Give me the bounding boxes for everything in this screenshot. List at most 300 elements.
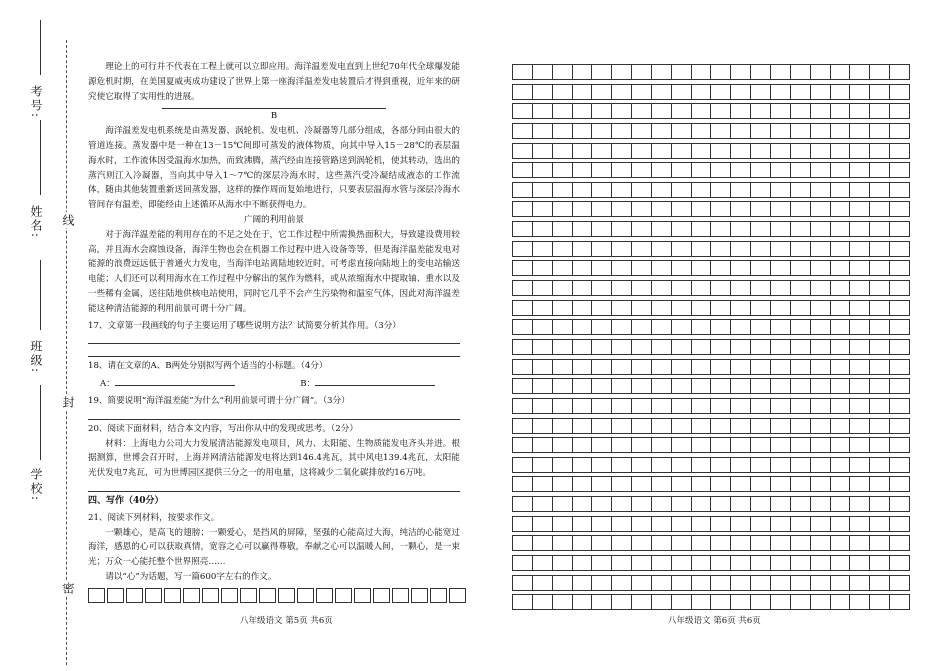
grid-cell[interactable] xyxy=(573,556,593,570)
grid-cell[interactable] xyxy=(553,458,573,472)
grid-cell[interactable] xyxy=(278,588,295,603)
grid-cell[interactable] xyxy=(652,477,672,491)
grid-cell[interactable] xyxy=(513,222,533,236)
grid-cell[interactable] xyxy=(632,202,652,216)
grid-cell[interactable] xyxy=(751,497,771,511)
grid-cell[interactable] xyxy=(692,281,712,295)
grid-cell[interactable] xyxy=(890,144,909,158)
grid-cell[interactable] xyxy=(573,104,593,118)
grid-cell[interactable] xyxy=(553,261,573,275)
grid-cell[interactable] xyxy=(890,360,909,374)
grid-cell[interactable] xyxy=(870,261,890,275)
grid-cell[interactable] xyxy=(771,281,791,295)
grid-cell[interactable] xyxy=(811,183,831,197)
grid-cell[interactable] xyxy=(533,242,553,256)
grid-cell[interactable] xyxy=(811,340,831,354)
grid-cell[interactable] xyxy=(612,536,632,550)
grid-cell[interactable] xyxy=(831,202,851,216)
grid-cell[interactable] xyxy=(731,163,751,177)
grid-cell[interactable] xyxy=(573,438,593,452)
grid-cell[interactable] xyxy=(811,438,831,452)
grid-cell[interactable] xyxy=(573,202,593,216)
grid-cell[interactable] xyxy=(831,320,851,334)
grid-cell[interactable] xyxy=(533,261,553,275)
grid-cell[interactable] xyxy=(672,438,692,452)
grid-cell[interactable] xyxy=(731,595,751,609)
grid-cell[interactable] xyxy=(592,301,612,315)
grid-cell[interactable] xyxy=(831,144,851,158)
grid-cell[interactable] xyxy=(513,281,533,295)
grid-cell[interactable] xyxy=(890,85,909,99)
grid-cell[interactable] xyxy=(632,340,652,354)
grid-cell[interactable] xyxy=(573,340,593,354)
grid-cell[interactable] xyxy=(573,419,593,433)
grid-cell[interactable] xyxy=(771,458,791,472)
grid-cell[interactable] xyxy=(632,124,652,138)
grid-cell[interactable] xyxy=(533,124,553,138)
grid-cell[interactable] xyxy=(731,419,751,433)
grid-cell[interactable] xyxy=(751,104,771,118)
grid-cell[interactable] xyxy=(533,595,553,609)
grid-cell[interactable] xyxy=(513,517,533,531)
grid-cell[interactable] xyxy=(632,183,652,197)
grid-cell[interactable] xyxy=(533,536,553,550)
grid-cell[interactable] xyxy=(632,477,652,491)
grid-cell[interactable] xyxy=(354,588,371,603)
grid-cell[interactable] xyxy=(791,595,811,609)
grid-cell[interactable] xyxy=(652,399,672,413)
grid-cell[interactable] xyxy=(870,320,890,334)
grid-cell[interactable] xyxy=(592,124,612,138)
grid-cell[interactable] xyxy=(751,320,771,334)
grid-cell[interactable] xyxy=(870,144,890,158)
grid-cell[interactable] xyxy=(513,65,533,79)
grid-cell[interactable] xyxy=(612,576,632,590)
grid-cell[interactable] xyxy=(711,576,731,590)
grid-cell[interactable] xyxy=(592,477,612,491)
grid-cell[interactable] xyxy=(592,183,612,197)
grid-cell[interactable] xyxy=(692,595,712,609)
grid-cell[interactable] xyxy=(573,320,593,334)
grid-cell[interactable] xyxy=(632,458,652,472)
essay-start-grid[interactable] xyxy=(88,588,468,603)
grid-cell[interactable] xyxy=(890,477,909,491)
grid-cell[interactable] xyxy=(632,497,652,511)
grid-cell[interactable] xyxy=(831,458,851,472)
grid-cell[interactable] xyxy=(672,360,692,374)
grid-cell[interactable] xyxy=(632,301,652,315)
grid-cell[interactable] xyxy=(692,65,712,79)
grid-cell[interactable] xyxy=(145,588,162,603)
grid-cell[interactable] xyxy=(811,497,831,511)
grid-cell[interactable] xyxy=(692,360,712,374)
grid-cell[interactable] xyxy=(240,588,257,603)
grid-cell[interactable] xyxy=(791,124,811,138)
grid-cell[interactable] xyxy=(850,536,870,550)
grid-cell[interactable] xyxy=(751,419,771,433)
grid-cell[interactable] xyxy=(791,261,811,275)
grid-cell[interactable] xyxy=(791,144,811,158)
grid-cell[interactable] xyxy=(632,281,652,295)
grid-cell[interactable] xyxy=(533,419,553,433)
grid-cell[interactable] xyxy=(513,163,533,177)
grid-cell[interactable] xyxy=(870,360,890,374)
grid-cell[interactable] xyxy=(831,517,851,531)
grid-cell[interactable] xyxy=(592,458,612,472)
grid-cell[interactable] xyxy=(553,183,573,197)
grid-cell[interactable] xyxy=(573,360,593,374)
grid-cell[interactable] xyxy=(791,419,811,433)
grid-cell[interactable] xyxy=(513,340,533,354)
grid-cell[interactable] xyxy=(553,419,573,433)
grid-cell[interactable] xyxy=(850,261,870,275)
answer-line[interactable] xyxy=(88,346,460,357)
grid-cell[interactable] xyxy=(711,399,731,413)
grid-cell[interactable] xyxy=(202,588,219,603)
grid-cell[interactable] xyxy=(513,202,533,216)
grid-cell[interactable] xyxy=(592,419,612,433)
grid-cell[interactable] xyxy=(831,242,851,256)
grid-cell[interactable] xyxy=(811,360,831,374)
grid-cell[interactable] xyxy=(890,595,909,609)
grid-cell[interactable] xyxy=(652,497,672,511)
grid-cell[interactable] xyxy=(870,281,890,295)
grid-cell[interactable] xyxy=(573,517,593,531)
grid-cell[interactable] xyxy=(870,556,890,570)
grid-cell[interactable] xyxy=(731,222,751,236)
grid-cell[interactable] xyxy=(811,222,831,236)
grid-cell[interactable] xyxy=(573,477,593,491)
grid-cell[interactable] xyxy=(533,320,553,334)
grid-cell[interactable] xyxy=(791,536,811,550)
grid-cell[interactable] xyxy=(731,536,751,550)
grid-cell[interactable] xyxy=(870,340,890,354)
grid-cell[interactable] xyxy=(652,419,672,433)
grid-cell[interactable] xyxy=(612,163,632,177)
grid-cell[interactable] xyxy=(751,556,771,570)
grid-cell[interactable] xyxy=(771,340,791,354)
grid-cell[interactable] xyxy=(850,340,870,354)
grid-cell[interactable] xyxy=(791,183,811,197)
grid-cell[interactable] xyxy=(632,144,652,158)
grid-cell[interactable] xyxy=(890,281,909,295)
grid-cell[interactable] xyxy=(850,124,870,138)
grid-cell[interactable] xyxy=(553,497,573,511)
grid-cell[interactable] xyxy=(771,183,791,197)
grid-cell[interactable] xyxy=(632,595,652,609)
grid-cell[interactable] xyxy=(751,144,771,158)
grid-cell[interactable] xyxy=(652,556,672,570)
grid-cell[interactable] xyxy=(592,576,612,590)
grid-cell[interactable] xyxy=(711,556,731,570)
grid-cell[interactable] xyxy=(811,144,831,158)
grid-cell[interactable] xyxy=(692,124,712,138)
grid-cell[interactable] xyxy=(811,261,831,275)
grid-cell[interactable] xyxy=(652,261,672,275)
grid-cell[interactable] xyxy=(513,595,533,609)
grid-cell[interactable] xyxy=(183,588,200,603)
grid-cell[interactable] xyxy=(592,595,612,609)
grid-cell[interactable] xyxy=(513,556,533,570)
grid-cell[interactable] xyxy=(771,556,791,570)
grid-cell[interactable] xyxy=(533,104,553,118)
grid-cell[interactable] xyxy=(692,320,712,334)
grid-cell[interactable] xyxy=(711,85,731,99)
grid-cell[interactable] xyxy=(612,595,632,609)
grid-cell[interactable] xyxy=(652,183,672,197)
grid-cell[interactable] xyxy=(513,261,533,275)
grid-cell[interactable] xyxy=(771,497,791,511)
grid-cell[interactable] xyxy=(632,85,652,99)
grid-cell[interactable] xyxy=(573,301,593,315)
grid-cell[interactable] xyxy=(711,320,731,334)
grid-cell[interactable] xyxy=(592,163,612,177)
grid-cell[interactable] xyxy=(890,124,909,138)
grid-cell[interactable] xyxy=(751,517,771,531)
grid-cell[interactable] xyxy=(533,163,553,177)
grid-cell[interactable] xyxy=(831,163,851,177)
grid-cell[interactable] xyxy=(632,438,652,452)
grid-cell[interactable] xyxy=(711,163,731,177)
grid-cell[interactable] xyxy=(870,301,890,315)
grid-cell[interactable] xyxy=(553,301,573,315)
grid-cell[interactable] xyxy=(553,124,573,138)
grid-cell[interactable] xyxy=(652,85,672,99)
grid-cell[interactable] xyxy=(592,261,612,275)
grid-cell[interactable] xyxy=(513,183,533,197)
grid-cell[interactable] xyxy=(533,517,553,531)
grid-cell[interactable] xyxy=(711,438,731,452)
grid-cell[interactable] xyxy=(771,202,791,216)
grid-cell[interactable] xyxy=(771,438,791,452)
grid-cell[interactable] xyxy=(771,222,791,236)
grid-cell[interactable] xyxy=(831,576,851,590)
grid-cell[interactable] xyxy=(831,124,851,138)
grid-cell[interactable] xyxy=(731,65,751,79)
grid-cell[interactable] xyxy=(533,222,553,236)
grid-cell[interactable] xyxy=(513,399,533,413)
grid-cell[interactable] xyxy=(831,222,851,236)
grid-cell[interactable] xyxy=(870,399,890,413)
grid-cell[interactable] xyxy=(632,379,652,393)
grid-cell[interactable] xyxy=(652,202,672,216)
grid-cell[interactable] xyxy=(672,576,692,590)
grid-cell[interactable] xyxy=(612,222,632,236)
grid-cell[interactable] xyxy=(692,379,712,393)
grid-cell[interactable] xyxy=(513,458,533,472)
grid-cell[interactable] xyxy=(890,163,909,177)
grid-cell[interactable] xyxy=(513,242,533,256)
grid-cell[interactable] xyxy=(612,556,632,570)
grid-cell[interactable] xyxy=(811,556,831,570)
grid-cell[interactable] xyxy=(751,183,771,197)
grid-cell[interactable] xyxy=(791,163,811,177)
grid-cell[interactable] xyxy=(573,536,593,550)
grid-cell[interactable] xyxy=(692,104,712,118)
grid-cell[interactable] xyxy=(373,588,390,603)
grid-cell[interactable] xyxy=(592,85,612,99)
grid-cell[interactable] xyxy=(553,65,573,79)
grid-cell[interactable] xyxy=(791,576,811,590)
grid-cell[interactable] xyxy=(731,497,751,511)
grid-cell[interactable] xyxy=(652,360,672,374)
grid-cell[interactable] xyxy=(126,588,143,603)
grid-cell[interactable] xyxy=(430,588,447,603)
grid-cell[interactable] xyxy=(831,65,851,79)
grid-cell[interactable] xyxy=(751,438,771,452)
grid-cell[interactable] xyxy=(751,340,771,354)
grid-cell[interactable] xyxy=(612,458,632,472)
grid-cell[interactable] xyxy=(672,595,692,609)
grid-cell[interactable] xyxy=(890,104,909,118)
grid-cell[interactable] xyxy=(632,261,652,275)
grid-cell[interactable] xyxy=(612,183,632,197)
grid-cell[interactable] xyxy=(692,163,712,177)
grid-cell[interactable] xyxy=(592,104,612,118)
grid-cell[interactable] xyxy=(791,517,811,531)
grid-cell[interactable] xyxy=(672,202,692,216)
grid-cell[interactable] xyxy=(791,301,811,315)
grid-cell[interactable] xyxy=(652,340,672,354)
grid-cell[interactable] xyxy=(890,497,909,511)
grid-cell[interactable] xyxy=(870,379,890,393)
grid-cell[interactable] xyxy=(771,320,791,334)
grid-cell[interactable] xyxy=(652,517,672,531)
grid-cell[interactable] xyxy=(870,438,890,452)
grid-cell[interactable] xyxy=(731,556,751,570)
grid-cell[interactable] xyxy=(449,588,466,603)
grid-cell[interactable] xyxy=(533,556,553,570)
grid-cell[interactable] xyxy=(811,163,831,177)
grid-cell[interactable] xyxy=(612,419,632,433)
grid-cell[interactable] xyxy=(831,85,851,99)
grid-cell[interactable] xyxy=(771,536,791,550)
grid-cell[interactable] xyxy=(811,399,831,413)
grid-cell[interactable] xyxy=(890,576,909,590)
grid-cell[interactable] xyxy=(791,497,811,511)
grid-cell[interactable] xyxy=(513,419,533,433)
grid-cell[interactable] xyxy=(850,281,870,295)
grid-cell[interactable] xyxy=(533,340,553,354)
grid-cell[interactable] xyxy=(731,124,751,138)
grid-cell[interactable] xyxy=(751,242,771,256)
grid-cell[interactable] xyxy=(771,144,791,158)
grid-cell[interactable] xyxy=(672,261,692,275)
grid-cell[interactable] xyxy=(731,85,751,99)
grid-cell[interactable] xyxy=(731,261,751,275)
grid-cell[interactable] xyxy=(652,301,672,315)
grid-cell[interactable] xyxy=(672,104,692,118)
grid-cell[interactable] xyxy=(573,222,593,236)
grid-cell[interactable] xyxy=(890,320,909,334)
grid-cell[interactable] xyxy=(692,85,712,99)
grid-cell[interactable] xyxy=(850,399,870,413)
grid-cell[interactable] xyxy=(831,379,851,393)
grid-cell[interactable] xyxy=(731,340,751,354)
grid-cell[interactable] xyxy=(771,261,791,275)
grid-cell[interactable] xyxy=(513,576,533,590)
grid-cell[interactable] xyxy=(652,242,672,256)
grid-cell[interactable] xyxy=(850,202,870,216)
grid-cell[interactable] xyxy=(513,124,533,138)
grid-cell[interactable] xyxy=(711,340,731,354)
grid-cell[interactable] xyxy=(731,242,751,256)
grid-cell[interactable] xyxy=(791,556,811,570)
grid-cell[interactable] xyxy=(553,517,573,531)
grid-cell[interactable] xyxy=(890,419,909,433)
grid-cell[interactable] xyxy=(771,576,791,590)
grid-cell[interactable] xyxy=(791,242,811,256)
grid-cell[interactable] xyxy=(553,281,573,295)
grid-cell[interactable] xyxy=(632,517,652,531)
grid-cell[interactable] xyxy=(632,399,652,413)
grid-cell[interactable] xyxy=(632,65,652,79)
grid-cell[interactable] xyxy=(652,144,672,158)
grid-cell[interactable] xyxy=(771,517,791,531)
grid-cell[interactable] xyxy=(791,360,811,374)
grid-cell[interactable] xyxy=(731,360,751,374)
grid-cell[interactable] xyxy=(573,163,593,177)
grid-cell[interactable] xyxy=(831,104,851,118)
grid-cell[interactable] xyxy=(612,261,632,275)
grid-cell[interactable] xyxy=(672,320,692,334)
grid-cell[interactable] xyxy=(573,261,593,275)
grid-cell[interactable] xyxy=(850,104,870,118)
grid-cell[interactable] xyxy=(811,379,831,393)
grid-cell[interactable] xyxy=(771,104,791,118)
grid-cell[interactable] xyxy=(164,588,181,603)
grid-cell[interactable] xyxy=(533,183,553,197)
grid-cell[interactable] xyxy=(890,242,909,256)
grid-cell[interactable] xyxy=(771,124,791,138)
grid-cell[interactable] xyxy=(890,536,909,550)
grid-cell[interactable] xyxy=(870,458,890,472)
grid-cell[interactable] xyxy=(553,595,573,609)
grid-cell[interactable] xyxy=(791,85,811,99)
grid-cell[interactable] xyxy=(592,340,612,354)
grid-cell[interactable] xyxy=(850,576,870,590)
answer-line[interactable] xyxy=(88,409,460,420)
grid-cell[interactable] xyxy=(850,183,870,197)
grid-cell[interactable] xyxy=(672,163,692,177)
grid-cell[interactable] xyxy=(672,458,692,472)
grid-cell[interactable] xyxy=(592,242,612,256)
grid-cell[interactable] xyxy=(592,281,612,295)
grid-cell[interactable] xyxy=(791,379,811,393)
answer-b-blank[interactable] xyxy=(315,376,435,386)
grid-cell[interactable] xyxy=(731,576,751,590)
grid-cell[interactable] xyxy=(533,438,553,452)
grid-cell[interactable] xyxy=(573,497,593,511)
grid-cell[interactable] xyxy=(811,202,831,216)
grid-cell[interactable] xyxy=(411,588,428,603)
grid-cell[interactable] xyxy=(751,379,771,393)
answer-line[interactable] xyxy=(88,333,460,344)
grid-cell[interactable] xyxy=(771,419,791,433)
grid-cell[interactable] xyxy=(692,419,712,433)
grid-cell[interactable] xyxy=(870,65,890,79)
grid-cell[interactable] xyxy=(831,261,851,275)
grid-cell[interactable] xyxy=(791,281,811,295)
grid-cell[interactable] xyxy=(850,438,870,452)
grid-cell[interactable] xyxy=(890,183,909,197)
grid-cell[interactable] xyxy=(533,301,553,315)
grid-cell[interactable] xyxy=(811,281,831,295)
grid-cell[interactable] xyxy=(711,65,731,79)
grid-cell[interactable] xyxy=(513,477,533,491)
grid-cell[interactable] xyxy=(692,301,712,315)
grid-cell[interactable] xyxy=(731,320,751,334)
